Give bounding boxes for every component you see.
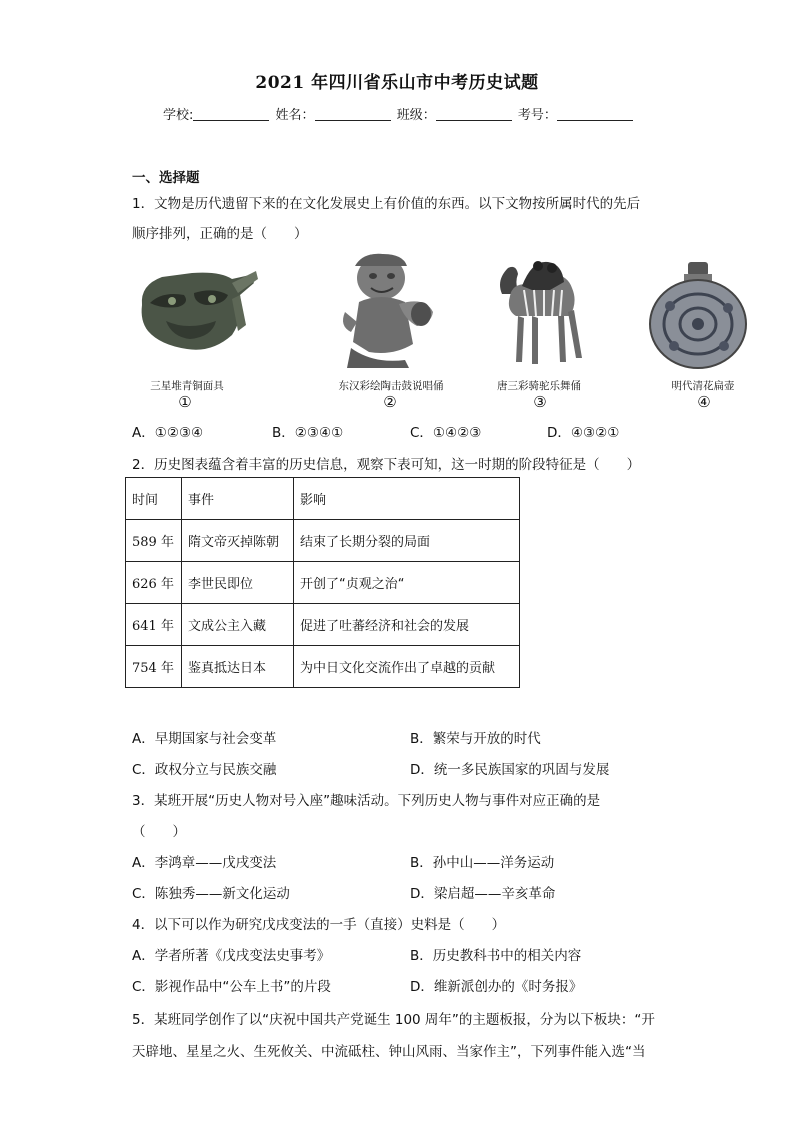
table-cell: 626 年 (126, 562, 182, 604)
q2-option-b[interactable]: B．繁荣与开放的时代 (410, 731, 541, 747)
table-cell: 李世民即位 (182, 562, 294, 604)
table-cell: 鉴真抵达日本 (182, 646, 294, 688)
q1-option-d[interactable]: D．④③②① (547, 425, 620, 441)
q1-stem-line1: 1．文物是历代遗留下来的在文化发展史上有价值的东西。以下文物按所属时代的先后 (132, 196, 641, 212)
artifact-4-number: ④ (697, 393, 711, 411)
school-label: 学校: (163, 108, 194, 123)
porcelain-flask-image (646, 262, 754, 372)
page-title: 2021 年四川省乐山市中考历史试题 (255, 73, 539, 93)
q4-option-b[interactable]: B．历史教科书中的相关内容 (410, 948, 582, 964)
artifact-3-number: ③ (533, 393, 547, 411)
artifact-4-caption: 明代清花扁壶 (671, 380, 735, 392)
artifact-2-caption: 东汉彩绘陶击鼓说唱俑 (338, 380, 444, 392)
name-label: 姓名： (275, 108, 315, 123)
q1-stem-line2: 顺序排列，正确的是（ ） (132, 226, 308, 242)
class-label: 班级： (396, 108, 436, 123)
artifact-2-number: ② (383, 393, 397, 411)
q4-option-c[interactable]: C．影视作品中“公车上书”的片段 (132, 979, 331, 995)
table-cell: 开创了“贞观之治“ (294, 562, 520, 604)
exam-no-blank (557, 107, 633, 121)
q4-option-a[interactable]: A．学者所著《戊戌变法史事考》 (132, 948, 331, 964)
table-cell: 隋文帝灭掉陈朝 (182, 520, 294, 562)
q2-option-d[interactable]: D．统一多民族国家的巩固与发展 (410, 762, 610, 778)
table-cell: 文成公主入藏 (182, 604, 294, 646)
q1-option-a[interactable]: A．①②③④ (132, 425, 204, 441)
table-row (126, 604, 520, 646)
q3-option-d[interactable]: D．梁启超——辛亥革命 (410, 886, 556, 902)
artifact-1-caption: 三星堆青铜面具 (150, 380, 224, 392)
q4-option-d[interactable]: D．维新派创办的《时务报》 (410, 979, 583, 995)
table-cell: 促进了吐蕃经济和社会的发展 (294, 604, 520, 646)
table-cell: 为中日文化交流作出了卓越的贡献 (294, 646, 520, 688)
q2-option-a[interactable]: A．早期国家与社会变革 (132, 731, 277, 747)
q2-stem-line1: 2．历史图表蕴含着丰富的历史信息，观察下表可知，这一时期的阶段特征是（ ） (132, 457, 641, 473)
name-blank (315, 107, 391, 121)
table-row (126, 562, 520, 604)
q4-stem-line1: 4．以下可以作为研究戊戌变法的一手（直接）史料是（ ） (132, 917, 506, 933)
table-cell: 589 年 (126, 520, 182, 562)
table-cell: 641 年 (126, 604, 182, 646)
artifact-3-caption: 唐三彩骑驼乐舞俑 (497, 380, 581, 392)
table-header-row (126, 478, 520, 520)
school-blank (193, 107, 269, 121)
table-row (126, 520, 520, 562)
q3-option-c[interactable]: C．陈独秀——新文化运动 (132, 886, 290, 902)
table-header-cell: 影响 (294, 478, 520, 520)
pottery-figure-image (333, 252, 441, 370)
q5-stem-line2: 天辟地、星星之火、生死攸关、中流砥柱、钟山风雨、当家作主”，下列事件能入选“当 (132, 1044, 646, 1060)
table-cell: 结束了长期分裂的局面 (294, 520, 520, 562)
student-info-line (163, 104, 635, 123)
q3-option-b[interactable]: B．孙中山——洋务运动 (410, 855, 555, 871)
q1-option-b[interactable]: B．②③④① (272, 425, 344, 441)
class-blank (436, 107, 512, 121)
q2-option-c[interactable]: C．政权分立与民族交融 (132, 762, 277, 778)
table-header-cell: 时间 (126, 478, 182, 520)
camel-figure-image (492, 254, 592, 370)
events-table (125, 477, 520, 688)
q1-option-c[interactable]: C．①④②③ (410, 425, 482, 441)
section-heading: 一、选择题 (132, 170, 200, 186)
table-row (126, 646, 520, 688)
exam-no-label: 考号： (517, 108, 557, 123)
bronze-mask-image (132, 265, 258, 360)
artifact-1-number: ① (178, 393, 192, 411)
q3-option-a[interactable]: A．李鸿章——戊戌变法 (132, 855, 277, 871)
table-header-cell: 事件 (182, 478, 294, 520)
q5-stem-line1: 5．某班同学创作了以“庆祝中国共产党诞生 100 周年”的主题板报，分为以下板块：“开 (132, 1012, 655, 1028)
q3-stem-line1: 3．某班开展“历史人物对号入座”趣味活动。下列历史人物与事件对应正确的是 (132, 793, 601, 809)
table-cell: 754 年 (126, 646, 182, 688)
q3-stem-line2: （ ） (132, 824, 186, 840)
